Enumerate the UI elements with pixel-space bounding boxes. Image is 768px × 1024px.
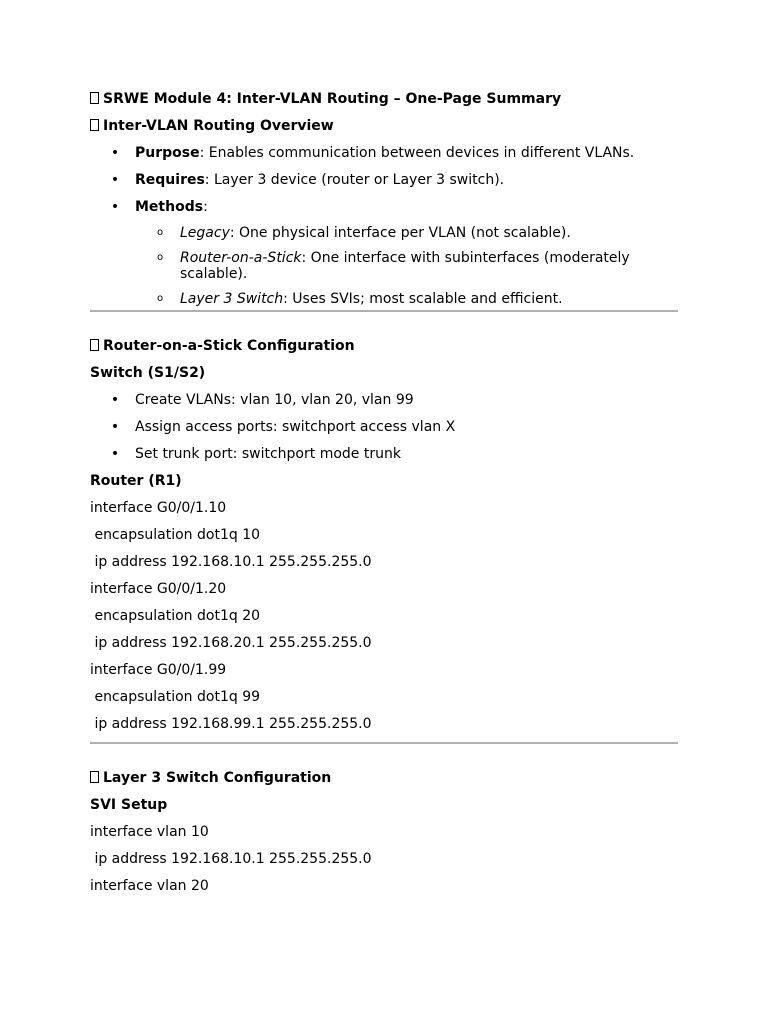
hollow-circle-icon: o (157, 227, 164, 238)
config-line: encapsulation dot1q 99 (90, 689, 261, 705)
list-item-purpose: • Purpose: Enables communication between devices in different VLANs. (110, 145, 635, 161)
sublist-item-router-on-a-stick: o Router-on-a-Stick: One interface with subinterfaces (moderately scalable). (157, 250, 630, 282)
subheading-switch: Switch (S1/S2) (90, 365, 206, 381)
hollow-circle-icon: o (157, 252, 164, 263)
missing-glyph-box-icon (90, 92, 99, 104)
config-line: ip address 192.168.10.1 255.255.255.0 (90, 851, 372, 867)
config-line: interface G0/0/1.10 (90, 500, 227, 516)
config-line: interface vlan 10 (90, 824, 209, 840)
missing-glyph-box-icon (90, 339, 99, 351)
config-line: interface G0/0/1.20 (90, 581, 227, 597)
section-divider (90, 310, 678, 312)
config-line: interface G0/0/1.99 (90, 662, 227, 678)
bullet-icon: • (110, 199, 120, 215)
missing-glyph-box-icon (90, 119, 99, 131)
config-line: ip address 192.168.20.1 255.255.255.0 (90, 635, 372, 651)
list-item: • Set trunk port: switchport mode trunk (110, 446, 401, 462)
methods-sublist (135, 225, 678, 307)
list-item-methods: • Methods: o Legacy: One physical interface per VLAN (not scalable). o Router-on-a-Stick: One interface with subinterfaces (moderately scalable). o Layer 3 Switch: Uses SVIs; most scalable and efficient. (90, 198, 678, 307)
list-item: • Assign access ports: switchport access vlan X (110, 419, 456, 435)
subheading-router: Router (R1) (90, 473, 182, 489)
sublist-item-layer3-switch: o Layer 3 Switch: Uses SVIs; most scalable and efficient. (157, 291, 563, 307)
list-item: • Create VLANs: vlan 10, vlan 20, vlan 99 (110, 392, 414, 408)
config-line: ip address 192.168.10.1 255.255.255.0 (90, 554, 372, 570)
config-line: interface vlan 20 (90, 878, 209, 894)
section-heading-layer3-switch: Layer 3 Switch Configuration (90, 769, 678, 787)
config-line: encapsulation dot1q 10 (90, 527, 261, 543)
config-line: ip address 192.168.99.1 255.255.255.0 (90, 716, 372, 732)
switch-config-list (90, 391, 678, 463)
bullet-icon: • (110, 145, 120, 161)
document-content (90, 90, 678, 904)
config-line: encapsulation dot1q 20 (90, 608, 261, 624)
bullet-icon: • (110, 419, 120, 435)
section-heading-overview: Inter-VLAN Routing Overview (90, 117, 678, 135)
sublist-item-legacy: o Legacy: One physical interface per VLAN (not scalable). (157, 225, 571, 241)
overview-list (90, 144, 678, 307)
section-divider (90, 742, 678, 744)
bullet-icon: • (110, 392, 120, 408)
document-title: SRWE Module 4: Inter-VLAN Routing – One-Page Summary (90, 90, 678, 108)
section-heading-router-on-a-stick: Router-on-a-Stick Configuration (90, 337, 678, 355)
missing-glyph-box-icon (90, 771, 99, 783)
bullet-icon: • (110, 446, 120, 462)
subheading-svi-setup: SVI Setup (90, 797, 168, 813)
list-item-requires: • Requires: Layer 3 device (router or Layer 3 switch). (110, 172, 505, 188)
bullet-icon: • (110, 172, 120, 188)
hollow-circle-icon: o (157, 293, 164, 304)
